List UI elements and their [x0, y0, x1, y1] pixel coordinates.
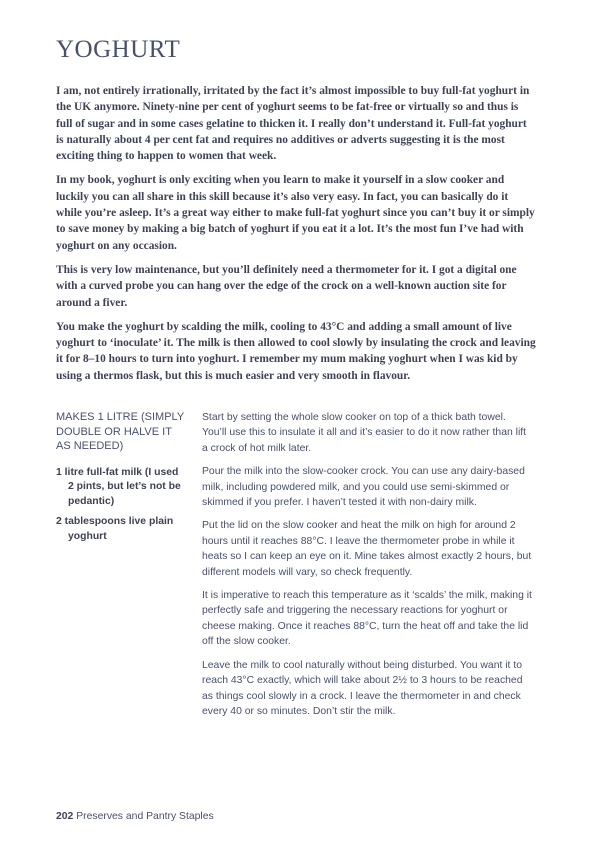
ingredient-item: 2 tablespoons live plain yoghurt: [56, 516, 174, 542]
intro-text: [56, 83, 536, 392]
recipe-title: YOGHURT: [56, 36, 181, 63]
method-column: [202, 410, 532, 727]
intro-paragraph: You make the yoghurt by scalding the milk, cooling to 43°C and adding a small amount of live yoghurt to ‘inoculate’ it. The milk is then allowed to cool slowly by insulating the crock and leaving it for 8–10 hours to turn into yoghurt. I remember my mum making yoghurt when I was kid by using a thermos flask, but this is much easier and very smooth in flavour.: [56, 320, 536, 382]
intro-paragraph: I am, not entirely irrationally, irritated by the fact it’s almost impossible to buy full-fat yoghurt in the UK anymore. Ninety-nine per cent of yoghurt seems to be fat-free or virtually so and thus is full of sugar and in some cases gelatine to thicken it. I really don’t understand it. Full-fat yoghurt is naturally about 4 per cent fat and requires no additives or adverts suggesting it is the most exciting thing to happen to women that week.: [56, 85, 530, 163]
page-number: 202: [56, 811, 74, 822]
recipe-yield: MAKES 1 LITRE (SIMPLY DOUBLE OR HALVE IT AS NEEDED): [56, 411, 184, 453]
intro-paragraph: In my book, yoghurt is only exciting when you learn to make it yourself in a slow cooker and luckily you can all share in this skill because it’s also very easy. In fact, you can basically do it while you’re asleep. It’s a great way either to make full-fat yoghurt since you can’t buy it or simply to save money by making a big batch of yoghurt if you eat it a lot. It’s the most fun I’ve had with yoghurt on any occasion.: [56, 174, 535, 252]
ingredient-item: 1 litre full-fat milk (I used 2 pints, but let’s not be pedantic): [56, 466, 181, 507]
ingredients-column: [56, 410, 184, 550]
method-step: Leave the milk to cool naturally without being disturbed. You want it to reach 43°C exactly, which will take about 2½ to 3 hours to be reached as things cool slowly in a crock. I leave the thermometer in and check every 40 or so minutes. Don’t stir the milk.: [202, 659, 523, 717]
section-name: Preserves and Pantry Staples: [76, 811, 214, 822]
page-footer: [56, 811, 214, 822]
method-step: It is imperative to reach this temperature as it ‘scalds’ the milk, making it perfectly safe and triggering the necessary reactions for yoghurt or cheese making. Once it reaches 88°C, turn the heat off and take the lid off the slow cooker.: [202, 590, 532, 648]
intro-paragraph: This is very low maintenance, but you’ll definitely need a thermometer for it. I got a digital one with a curved probe you can hang over the edge of the crock on a well-known auction site for around a fiver.: [56, 263, 517, 309]
method-step: Start by setting the whole slow cooker on top of a thick bath towel. You’ll use this to insulate it all and it’s easier to do it now rather than lift a crock of hot milk later.: [202, 412, 527, 454]
method-step: Pour the milk into the slow-cooker crock. You can use any dairy-based milk, including powdered milk, and you could use semi-skimmed or skimmed if you prefer. I haven’t tested it with non-dairy milk.: [202, 466, 525, 509]
method-step: Put the lid on the slow cooker and heat the milk on high for around 2 hours until it reaches 88°C. I leave the thermometer probe in while it heats so I can keep an eye on it. Mine takes almost exactly 2 hours, but different models will vary, so check frequently.: [202, 520, 532, 578]
